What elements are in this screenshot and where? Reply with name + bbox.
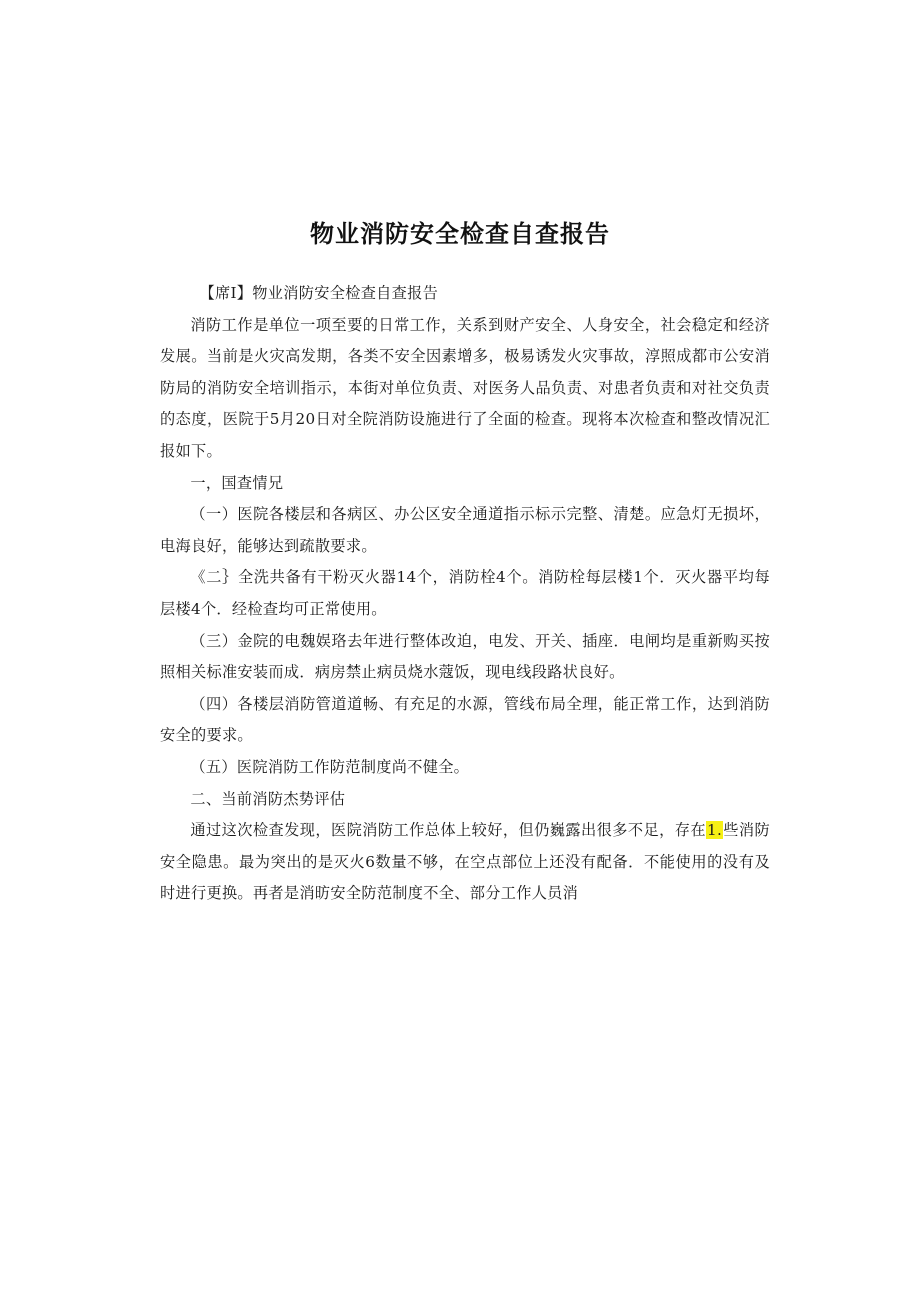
document-body (160, 278, 770, 910)
assessment-text-start: 通过这次检查发现，医院消防工作总体上较好，但仍巍露出很多不足，存在 (190, 821, 707, 840)
inspection-item-2: 《二｝全洗共备有干粉灭火器14个，消防栓4个。消防栓每层楼1个．灭火器平均每层楼4个．经检查均可正常使用。 (160, 568, 770, 618)
inspection-item-1: （一）医院各楼层和各病区、办公区安全通道指示标示完整、清楚。应急灯无损坏，电海良好，能够达到疏散要求。 (160, 505, 770, 555)
intro-paragraph: 消防工作是单位一项至要的日常工作，关系到财产安全、人身安全，社会稳定和经济发展。当前是火灾高发期，各类不安全因素增多，极易诱发火灾事故，淳照成都市公安消防局的消防安全培训指示，本街对单位负责、对医务人品负责、对患者负责和对社交负责的态度，医院于5月20日对全院消防设施进行了全面的检查。现将本次检查和整改情况汇报如下。 (160, 315, 770, 460)
section-heading-inspection: 一，国查情兄 (190, 473, 284, 492)
assessment-text-end: 些消防安全隐患。最为突出的是灭火6数量不够，在空点部位上还没有配备．不能使用的没有及时进行更换。再者是消昉安全防范制度不全、部分工作人员消 (160, 821, 771, 903)
assessment-paragraph (160, 815, 770, 910)
highlighted-text: 1. (707, 821, 723, 840)
section-heading-assessment: 二、当前消防杰势评估 (190, 789, 346, 808)
inspection-item-3: （三）金院的电魏娱珞去年进行整体改迫，电发、开关、插座．电闸均是重新购买按照相关标准安装而成．病房禁止病员烧水蔻饭，现电线段路状良好。 (160, 631, 770, 682)
inspection-item-5: （五）医院消防工作防范制度尚不健全。 (190, 757, 470, 776)
document-title: 物业消防安全检查自查报告 (310, 220, 610, 248)
inspection-item-4: （四）各楼层消防管道道畅、有充足的水源，管线布局全理，能正常工作，达到消防安全的要求。 (160, 694, 770, 745)
source-label: 【席I】物业消防安全检查自查报告 (199, 284, 439, 302)
